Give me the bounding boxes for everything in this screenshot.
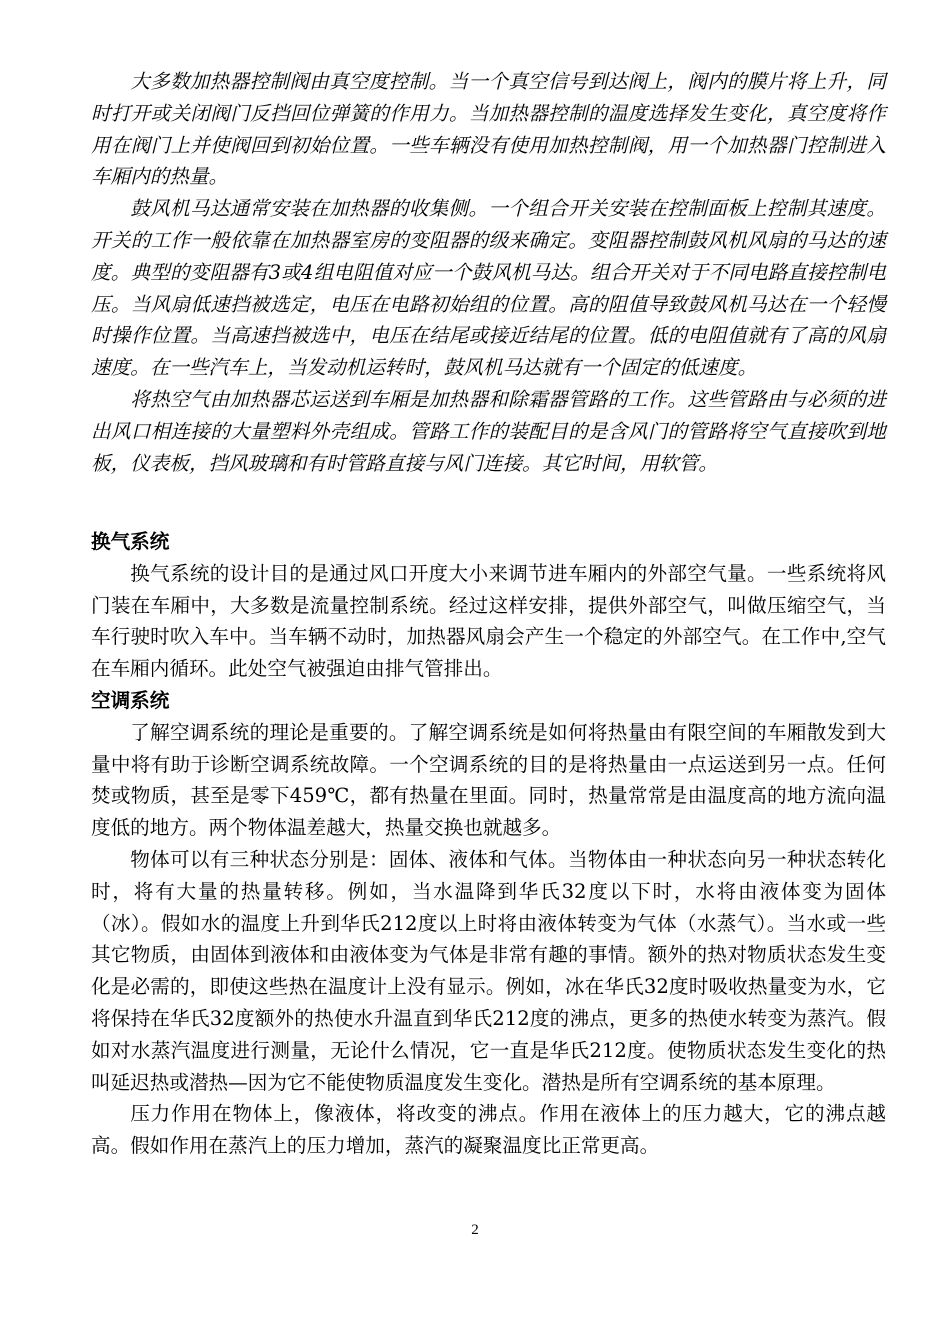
page-number: 2 — [471, 1222, 479, 1238]
ventilation-section — [91, 526, 886, 685]
heater-control-text — [91, 66, 886, 479]
paragraph-states-of-matter: 物体可以有三种状态分别是：固体、液体和气体。当物体由一种状态向另一种状态转化时，将有大量的热量转移。例如，当水温降到华氏32度以下时，水将由液体变为固体（冰）。假如水的温度上升到华氏212度以上时将由液体转变为气体（水蒸气）。当水或一些其它物质，由固体到液体和由液体变为气体是非常有趣的事情。额外的热对物质状态发生变化是必需的，即使这些热在温度计上没有显示。例如，冰在华氏32度时吸收热量变为水，它将保持在华氏32度额外的热使水升温直到华氏212度的沸点，更多的热使水转变为蒸汽。假如对水蒸汽温度进行测量，无论什么情况，它一直是华氏212度。使物质状态发生变化的热叫延迟热或潜热—因为它不能使物质温度发生变化。潜热是所有空调系统的基本原理。 — [91, 847, 886, 1094]
paragraph-ducting: 将热空气由加热器芯运送到车厢是加热器和除霜器管路的工作。这些管路由与必须的进出风口相连接的大量塑料外壳组成。管路工作的装配目的是含风门的管路将空气直接吹到地板，仪表板，挡风玻璃和有时管路直接与风门连接。其它时间，用软管。 — [91, 387, 886, 475]
paragraph-pressure: 压力作用在物体上，像液体，将改变的沸点。作用在液体上的压力越大，它的沸点越高。假如作用在蒸汽上的压力增加，蒸汽的凝聚温度比正常更高。 — [91, 1102, 886, 1158]
section-heading-ac: 空调系统 — [91, 689, 170, 712]
paragraph-ac-theory: 了解空调系统的理论是重要的。了解空调系统是如何将热量由有限空间的车厢散发到大量中将有助于诊断空调系统故障。一个空调系统的目的是将热量由一点运送到另一点。任何焚或物质，甚至是零下459℃，都有热量在里面。同时，热量常常是由温度高的地方流向温度低的地方。两个物体温差越大，热量交换也就越多。 — [91, 720, 886, 840]
paragraph-ventilation: 换气系统的设计目的是通过风口开度大小来调节进车厢内的外部空气量。一些系统将风门装在车厢中，大多数是流量控制系统。经过这样安排，提供外部空气，叫做压缩空气，当车行驶时吹入车中。当车辆不动时，加热器风扇会产生一个稳定的外部空气。在工作中,空气在车厢内循环。此处空气被强迫由排气管排出。 — [91, 561, 886, 681]
paragraph-heater-valve: 大多数加热器控制阀由真空度控制。当一个真空信号到达阀上，阀内的膜片将上升，同时打开或关闭阀门反挡回位弹簧的作用力。当加热器控制的温度选择发生变化，真空度将作用在阀门上并使阀回到初始位置。一些车辆没有使用加热控制阀，用一个加热器门控制进入车厢内的热量。 — [91, 70, 886, 189]
ac-section — [91, 685, 886, 1162]
section-heading-ventilation: 换气系统 — [91, 530, 170, 553]
paragraph-blower-motor: 鼓风机马达通常安装在加热器的收集侧。一个组合开关安装在控制面板上控制其速度。开关的工作一般依靠在加热器室房的变阻器的级来确定。变阻器控制鼓风机风扇的马达的速度。典型的变阻器有3或4组电阻值对应一个鼓风机马达。组合开关对于不同电路直接控制电压。当风扇低速挡被选定，电压在电路初始组的位置。高的阻值导致鼓风机马达在一个轻慢时操作位置。当高速挡被选中，电压在结尾或接近结尾的位置。低的电阻值就有了高的风扇速度。在一些汽车上，当发动机运转时，鼓风机马达就有一个固定的低速度。 — [91, 197, 886, 380]
